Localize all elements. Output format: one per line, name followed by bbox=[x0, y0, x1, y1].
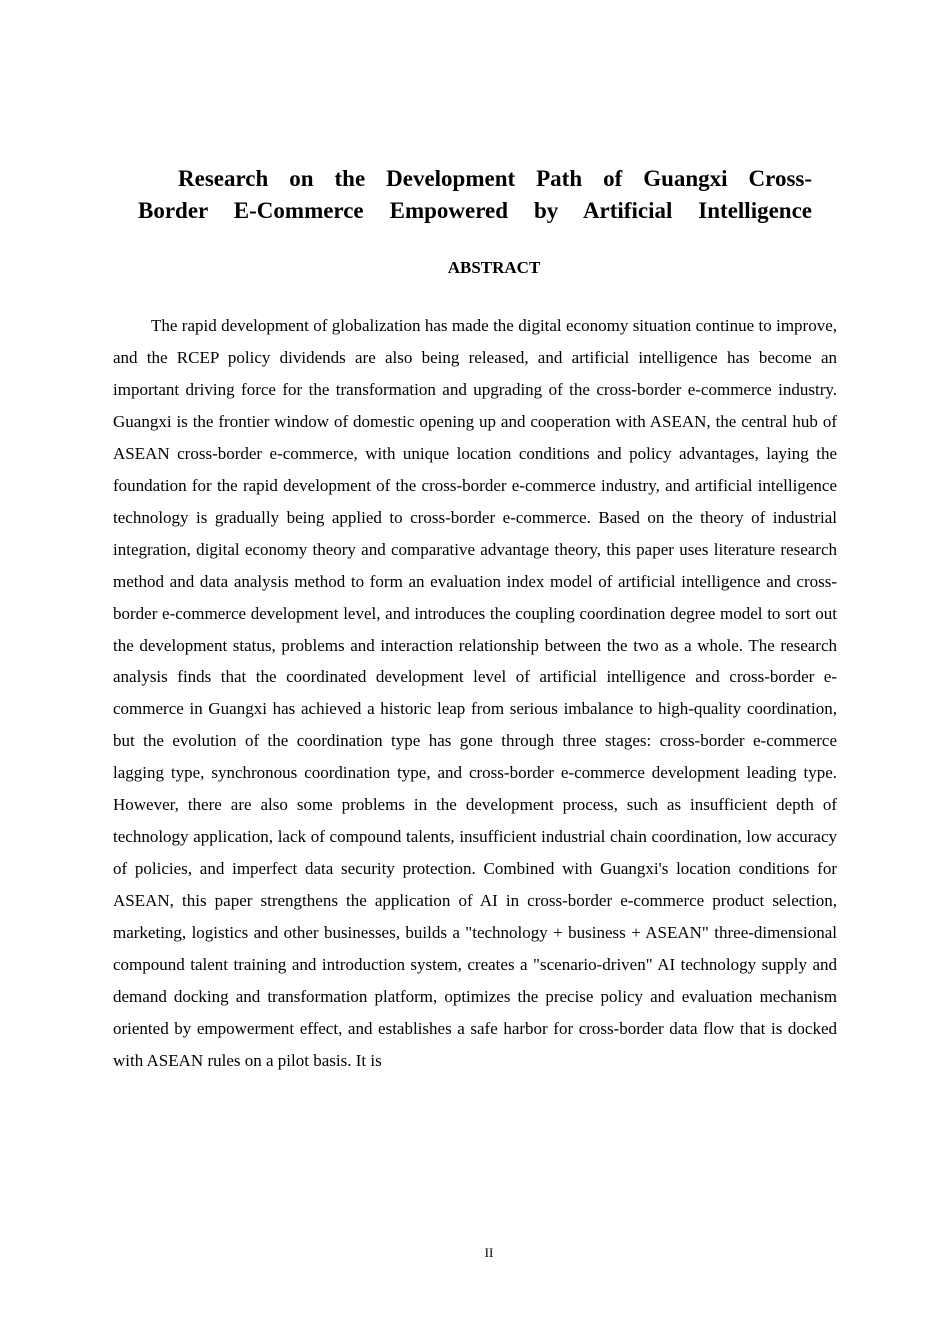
paper-title bbox=[138, 163, 812, 227]
paper-title-line-1: Research on the Development Path of Guangxi Cross- bbox=[178, 166, 812, 191]
page-number: II bbox=[484, 1245, 494, 1260]
abstract-body: The rapid development of globalization has made the digital economy situation continue to improve, and the RCEP policy dividends are also being released, and artificial intelligence has become an important driving force for the transformation and upgrading of the cross-border e-commerce industry. Guangxi is the frontier window of domestic opening up and cooperation with ASEAN, the central hub of ASEAN cross-border e-commerce, with unique location conditions and policy advantages, laying the foundation for the rapid development of the cross-border e-commerce industry, and artificial intelligence technology is gradually being applied to cross-border e-commerce. Based on the theory of industrial integration, digital economy theory and comparative advantage theory, this paper uses literature research method and data analysis method to form an evaluation index model of artificial intelligence and cross-border e-commerce development level, and introduces the coupling coordination degree model to sort out the development status, problems and interaction relationship between the two as a whole. The research analysis finds that the coordinated development level of artificial intelligence and cross-border e-commerce in Guangxi has achieved a historic leap from serious imbalance to high-quality coordination, but the evolution of the coordination type has gone through three stages: cross-border e-commerce lagging type, synchronous coordination type, and cross-border e-commerce development leading type. However, there are also some problems in the development process, such as insufficient depth of technology application, lack of compound talents, insufficient industrial chain coordination, low accuracy of policies, and imperfect data security protection. Combined with Guangxi's location conditions for ASEAN, this paper strengthens the application of AI in cross-border e-commerce product selection, marketing, logistics and other businesses, builds a "technology + business + ASEAN" three-dimensional compound talent training and introduction system, creates a "scenario-driven" AI technology supply and demand docking and transformation platform, optimizes the precise policy and evaluation mechanism oriented by empowerment effect, and establishes a safe harbor for cross-border data flow that is docked with ASEAN rules on a pilot basis. It is bbox=[113, 316, 837, 1070]
abstract-heading: ABSTRACT bbox=[447, 258, 541, 277]
paper-title-line-2: Border E-Commerce Empowered by Artificial Intelligence bbox=[138, 198, 812, 223]
